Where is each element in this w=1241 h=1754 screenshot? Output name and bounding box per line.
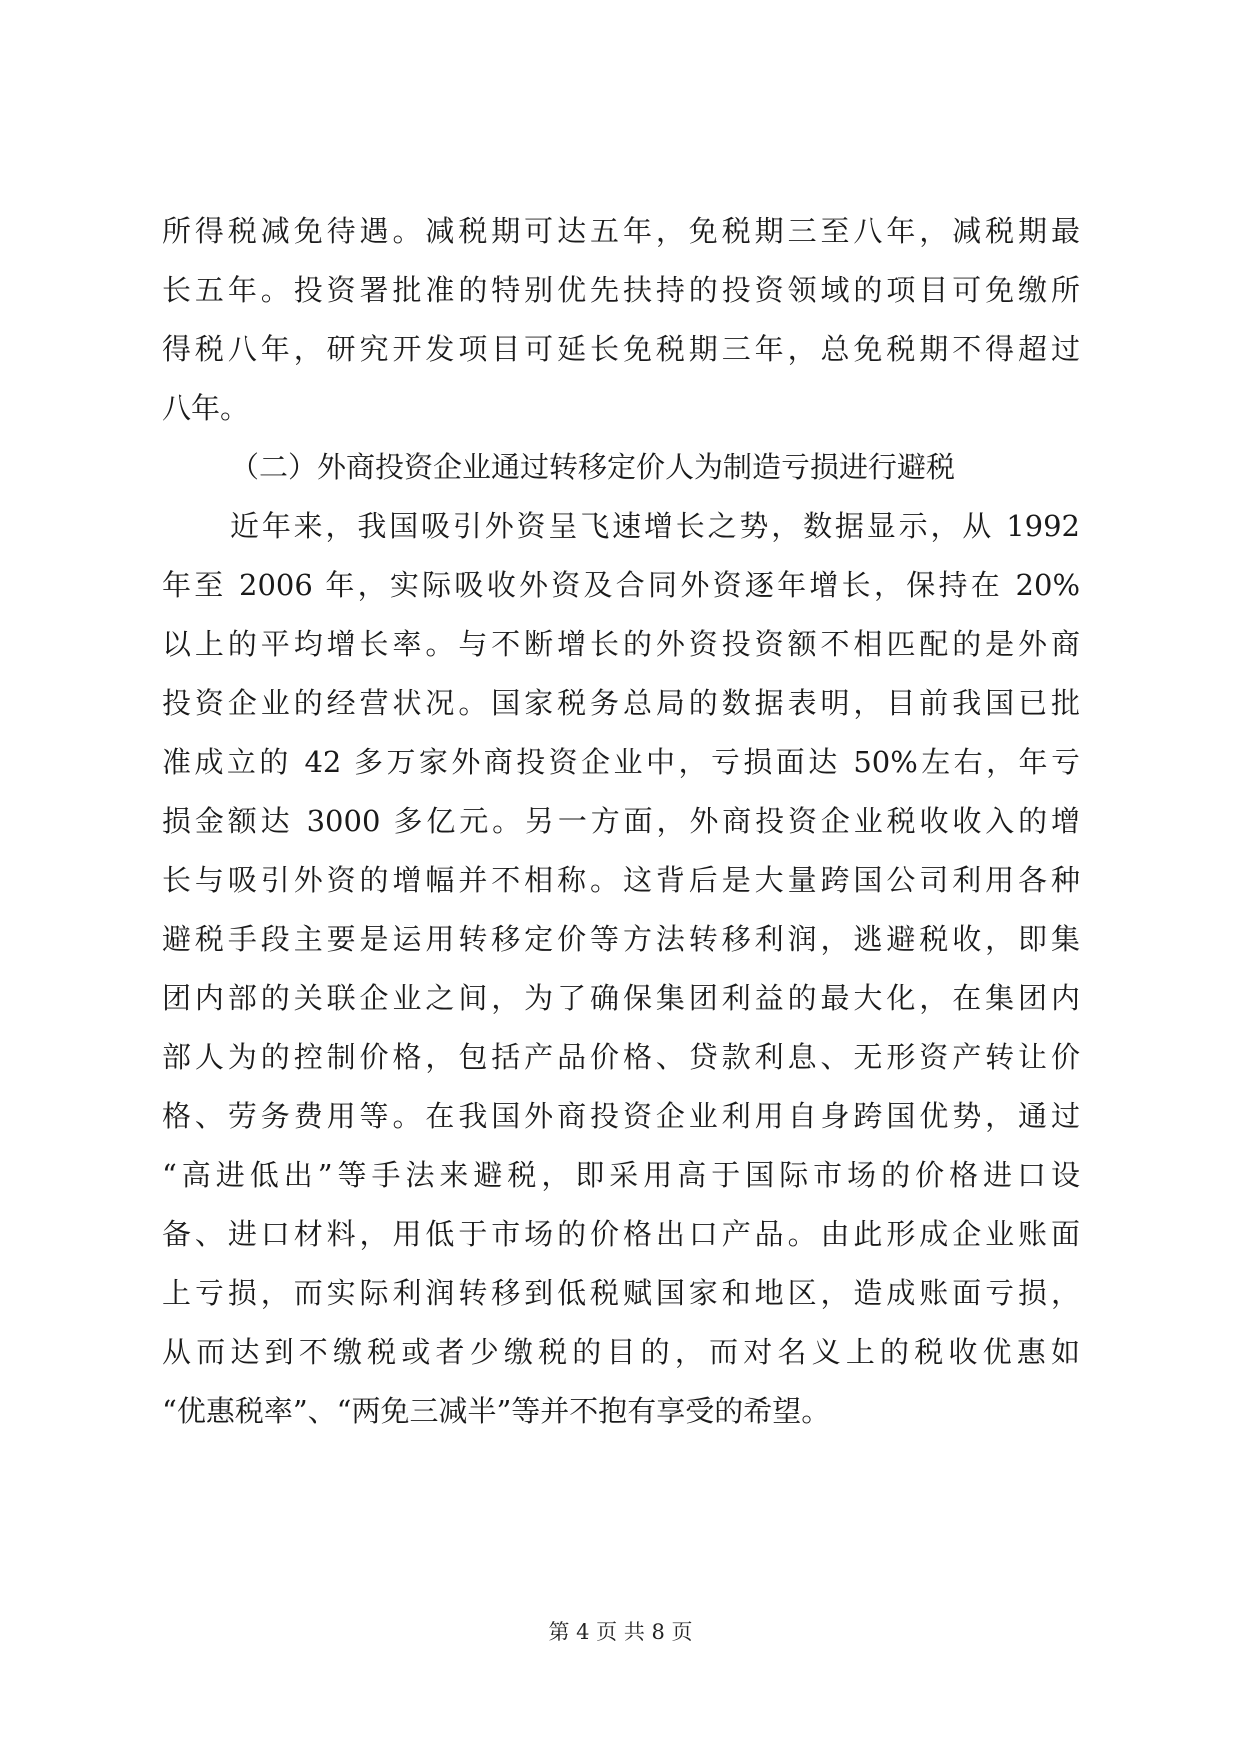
paragraph-line: 投资企业的经营状况。国家税务总局的数据表明，目前我国已批: [162, 686, 1080, 720]
section-heading: （二）外商投资企业通过转移定价人为制造亏损进行避税: [230, 450, 956, 484]
paragraph-line: 长五年。投资署批准的特别优先扶持的投资领域的项目可免缴所: [162, 273, 1080, 307]
paragraph-line: 从而达到不缴税或者少缴税的目的，而对名义上的税收优惠如: [162, 1335, 1080, 1369]
paragraph-line: 所得税减免待遇。减税期可达五年，免税期三至八年，减税期最: [162, 214, 1080, 248]
paragraph-line: 八年。: [162, 391, 250, 425]
paragraph-line: 避税手段主要是运用转移定价等方法转移利润，逃避税收，即集: [162, 922, 1080, 956]
paragraph-line: 备、进口材料，用低于市场的价格出口产品。由此形成企业账面: [162, 1217, 1080, 1251]
paragraph-line: 损金额达 3000 多亿元。另一方面，外商投资企业税收收入的增: [162, 804, 1080, 838]
paragraph-line: 年至 2006 年，实际吸收外资及合同外资逐年增长，保持在 20%: [162, 568, 1080, 602]
paragraph-line: 得税八年，研究开发项目可延长免税期三年，总免税期不得超过: [162, 332, 1080, 366]
paragraph-line: 部人为的控制价格，包括产品价格、贷款利息、无形资产转让价: [162, 1040, 1080, 1074]
paragraph-line: 格、劳务费用等。在我国外商投资企业利用自身跨国优势，通过: [162, 1099, 1080, 1133]
paragraph-line: 长与吸引外资的增幅并不相称。这背后是大量跨国公司利用各种: [162, 863, 1080, 897]
paragraph-line: 以上的平均增长率。与不断增长的外资投资额不相匹配的是外商: [162, 627, 1080, 661]
paragraph-line: 准成立的 42 多万家外商投资企业中，亏损面达 50%左右，年亏: [162, 745, 1080, 779]
paragraph-line: 近年来，我国吸引外资呈飞速增长之势，数据显示，从 1992: [230, 509, 1080, 543]
paragraph-line: “优惠税率”、“两免三减半”等并不抱有享受的希望。: [162, 1394, 831, 1428]
paragraph-line: “高进低出”等手法来避税，即采用高于国际市场的价格进口设: [162, 1158, 1080, 1192]
page-number-footer: 第 4 页 共 8 页: [548, 1620, 693, 1644]
paragraph-line: 上亏损，而实际利润转移到低税赋国家和地区，造成账面亏损，: [162, 1276, 1080, 1310]
paragraph-line: 团内部的关联企业之间，为了确保集团利益的最大化，在集团内: [162, 981, 1080, 1015]
